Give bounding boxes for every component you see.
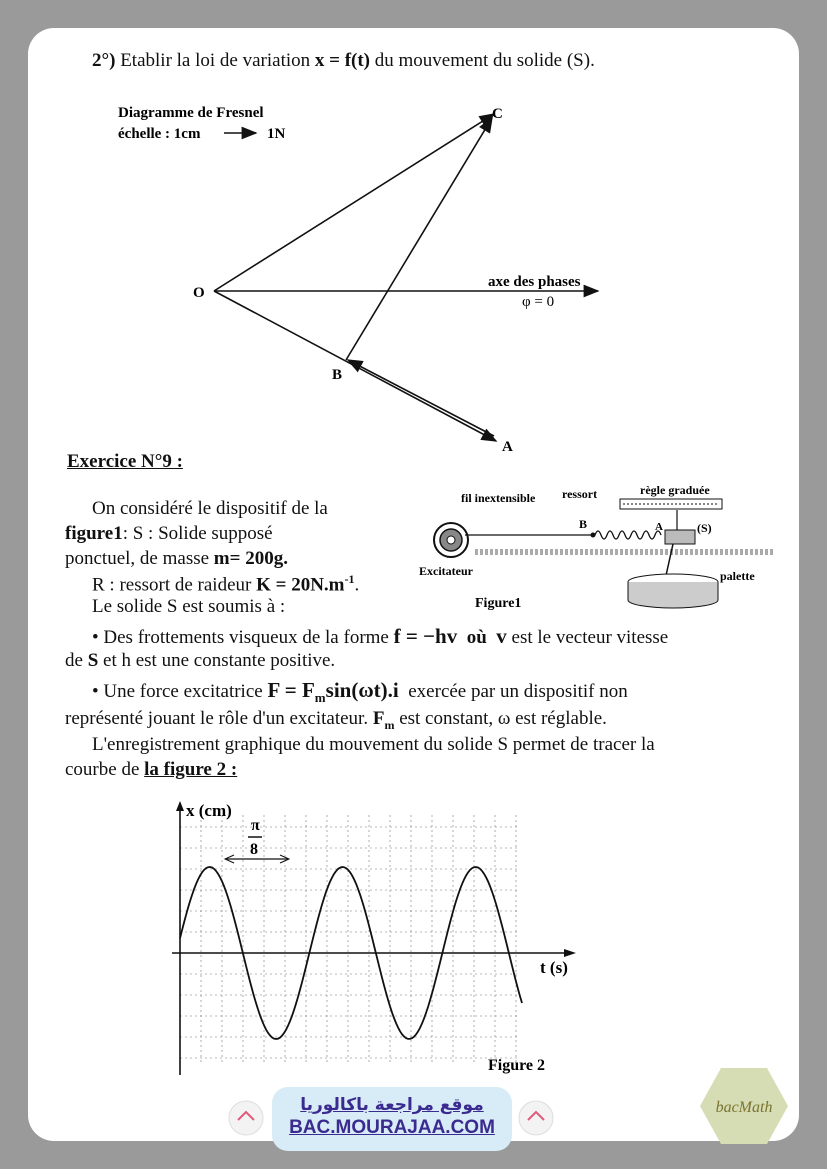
- fm-symbol: F: [372, 708, 385, 729]
- fig1-excitateur-label: Excitateur: [419, 564, 473, 578]
- vector-OC: [214, 114, 494, 291]
- figure2-chart: [150, 795, 590, 1080]
- part2-text-before: Etablir la loi de variation: [120, 50, 311, 71]
- excitateur-axis: [447, 536, 455, 544]
- site-banner[interactable]: [272, 1087, 512, 1151]
- vector-AB: [348, 360, 494, 436]
- bullet2-line1: [92, 678, 628, 706]
- fresnel-scale-unit: 1N: [267, 126, 286, 142]
- mass-pre: ponctuel, de masse: [65, 548, 210, 569]
- vector-OA: [214, 291, 496, 441]
- bullet1-line2-pre: de: [65, 650, 83, 671]
- friction-formula: f = −hv: [393, 624, 458, 648]
- y-axis-arrow: [176, 801, 184, 811]
- chart-ylabel: x (cm): [186, 801, 232, 820]
- exercise-p1-line3: [65, 548, 288, 570]
- point-B-dot: [591, 533, 596, 538]
- fm-sub: m: [384, 717, 395, 732]
- phase-label: φ = 0: [522, 294, 555, 310]
- exercise-p1-line2: [65, 523, 273, 545]
- fresnel-title: Diagramme de Fresnel: [118, 105, 264, 121]
- point-A: A: [502, 439, 513, 455]
- figure2-ref: la figure 2 :: [144, 759, 238, 780]
- force-vec-i: i: [392, 678, 399, 702]
- force-formula: [267, 678, 399, 706]
- bullet1-post: est le vecteur vitesse: [511, 627, 669, 648]
- part2-number: 2°): [92, 50, 116, 71]
- fig1-fil-label: fil inextensible: [461, 491, 536, 505]
- bullet1-pre: Des frottements visqueux de la forme: [103, 627, 389, 648]
- bacmath-logo-text: bacMath: [715, 1099, 773, 1116]
- fig1-B-label: B: [579, 517, 588, 531]
- bullet2-line2-pre: représenté jouant le rôle d'un excitateur.: [65, 708, 369, 729]
- exercise-p4-line2: [65, 759, 237, 781]
- point-O: O: [193, 285, 205, 301]
- force-formula-b: sin(ωt).: [325, 678, 393, 702]
- bullet2-dot: •: [92, 681, 104, 702]
- velocity-vec: v: [496, 624, 507, 648]
- chart-caption: Figure 2: [488, 1057, 546, 1074]
- solid-S: [665, 530, 695, 544]
- bullet1-line1: [92, 624, 668, 649]
- axis-label: axe des phases: [488, 274, 581, 290]
- chart-grid: [180, 815, 520, 1065]
- bullet1-line2: [65, 650, 335, 672]
- exercise-title: Exercice N°9 :: [67, 451, 183, 472]
- bullet1-mid: où: [466, 627, 487, 648]
- spring-k-exp: -1: [344, 572, 355, 586]
- force-formula-sub: m: [314, 690, 326, 706]
- bullet1-s: S: [87, 650, 99, 671]
- bullet2-line2-post: est constant, ω est réglable.: [399, 708, 607, 729]
- point-C: C: [492, 106, 503, 122]
- fresnel-scale-label: échelle : 1cm: [118, 126, 201, 142]
- fig1-A-label: A: [655, 521, 663, 533]
- part2-text-after: du mouvement du solide (S).: [374, 50, 595, 71]
- chart-xlabel: t (s): [540, 958, 568, 977]
- mass-value: m= 200g.: [213, 548, 288, 569]
- bullet1-dot: •: [92, 627, 104, 648]
- p4-line2-pre: courbe de: [65, 759, 140, 780]
- fig1-caption: Figure1: [475, 596, 522, 611]
- palette-container: [628, 582, 718, 608]
- banner-logo-left-icon: [228, 1100, 264, 1136]
- part2-formula: x = f(t): [314, 50, 371, 71]
- figure1-ref: figure1: [65, 523, 123, 544]
- vector-BC: [346, 118, 492, 360]
- exercise-p2: [92, 572, 359, 596]
- fig1-palette-label: palette: [720, 569, 755, 583]
- exercise-p1-line2-rest: : S : Solide supposé: [122, 523, 273, 544]
- force-formula-a: F = F: [267, 678, 315, 702]
- bacmath-logo: [698, 1066, 790, 1146]
- fig1-ressort-label: ressort: [562, 487, 598, 501]
- spring-post: .: [354, 574, 360, 596]
- bullet2-line2: [65, 708, 607, 733]
- exercise-p4-line1: L'enregistrement graphique du mouvement du solide S permet de tracer la: [92, 734, 655, 755]
- fig1-regle-label: règle graduée: [640, 483, 710, 497]
- bullet2-pre: Une force excitatrice: [103, 681, 263, 702]
- fresnel-diagram: [0, 0, 827, 470]
- spring-coil: [595, 531, 661, 539]
- banner-logo-right-icon: [518, 1100, 554, 1136]
- spring-pre: R : ressort de raideur: [92, 574, 252, 596]
- exercise-p3: Le solide S est soumis à :: [92, 596, 286, 617]
- banner-site[interactable]: BAC.MOURAJAA.COM: [289, 1117, 495, 1138]
- bullet2-post: exercée par un dispositif non: [408, 681, 628, 702]
- banner-arabic: موقع مراجعة باكالوريا: [300, 1095, 484, 1115]
- fig1-solid-label: (S): [697, 521, 712, 535]
- figure1-apparatus: [415, 480, 795, 620]
- point-B: B: [332, 367, 343, 383]
- annot-pi: π: [251, 817, 260, 834]
- exercise-p1-line1: On considéré le dispositif de la: [92, 498, 328, 519]
- bullet1-line2-post: et h est une constante positive.: [103, 650, 336, 671]
- spring-k: K = 20N.m: [256, 574, 345, 596]
- annot-eight: 8: [250, 841, 258, 858]
- x-axis-arrow: [564, 949, 576, 957]
